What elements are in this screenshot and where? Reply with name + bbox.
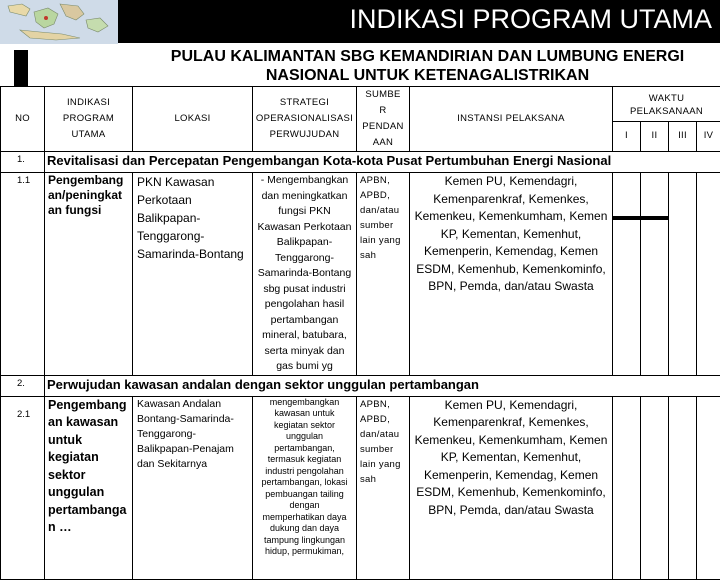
cell-line: memperhatikan daya	[253, 512, 356, 524]
row-number: 2.1	[1, 396, 45, 579]
cell-line: pengolahan hasil	[253, 297, 356, 313]
cell-line: Tenggarong-	[253, 251, 356, 267]
table-row	[1, 173, 720, 376]
col-header-strategi-line: PERWUJUDAN	[253, 127, 356, 143]
cell-line: pertambangan	[253, 313, 356, 329]
cell-line: Pengembang	[48, 173, 132, 188]
row-number: 1.1	[1, 173, 45, 376]
program-cell	[45, 396, 133, 579]
cell-line: kawasan untuk	[253, 408, 356, 420]
cell-line: untuk	[48, 432, 132, 450]
cell-line: sumber	[360, 442, 409, 457]
cell-line: gas bumi yg	[253, 359, 356, 375]
table-row	[1, 396, 720, 579]
cell-line: BPN, Pemda, dan/atau Swasta	[410, 278, 612, 296]
section-title: Revitalisasi dan Percepatan Pengembangan Kota-kota Pusat Pertumbuhan Energi Nasional	[45, 152, 720, 173]
cell-line: Samarinda-Bontang	[253, 266, 356, 282]
col-header-sumber	[357, 87, 410, 152]
col-header-period: II	[641, 121, 669, 151]
cell-line: sah	[360, 248, 409, 263]
col-header-sumber-line: AAN	[357, 135, 409, 151]
col-header-waktu: WAKTU PELAKSANAAN	[613, 87, 720, 122]
subtitle-line-1: PULAU KALIMANTAN SBG KEMANDIRIAN DAN LUMBUNG ENERGI	[140, 47, 715, 66]
cell-line: Kemen PU, Kemendagri,	[410, 173, 612, 191]
cell-line: serta minyak dan	[253, 344, 356, 360]
col-header-program	[45, 87, 133, 152]
cell-line: unggulan	[253, 431, 356, 443]
decorative-bar	[14, 50, 28, 86]
sumber-cell	[357, 396, 410, 579]
period-cell-ii	[641, 173, 669, 376]
section-number: 2.	[1, 375, 45, 396]
cell-line: dan/atau	[360, 427, 409, 442]
cell-line: pembuangan tailing	[253, 489, 356, 501]
col-header-sumber-line: R	[357, 103, 409, 119]
col-header-strategi	[253, 87, 357, 152]
cell-line: ESDM, Kemenhub, Kemenkominfo,	[410, 484, 612, 502]
instansi-cell	[410, 173, 613, 376]
col-header-period: III	[669, 121, 697, 151]
cell-line: Balikpapan-Penajam	[137, 442, 252, 457]
period-cell-iv	[697, 396, 720, 579]
cell-line: Kemenparenkraf, Kemenkes,	[410, 191, 612, 209]
col-header-period: I	[613, 121, 641, 151]
col-header-strategi-line: STRATEGI	[253, 95, 356, 111]
cell-line: an fungsi	[48, 203, 132, 218]
cell-line: Tenggarong-	[137, 227, 252, 245]
cell-line: an/peningkat	[48, 188, 132, 203]
cell-line: sah	[360, 472, 409, 487]
cell-line: n …	[48, 519, 132, 537]
cell-line: ESDM, Kemenhub, Kemenkominfo,	[410, 261, 612, 279]
sumber-cell	[357, 173, 410, 376]
cell-line: dan meningkatkan	[253, 189, 356, 205]
section-number: 1.	[1, 152, 45, 173]
cell-line: APBN,	[360, 173, 409, 188]
cell-line: pertambanga	[48, 502, 132, 520]
cell-line: Kemen PU, Kemendagri,	[410, 397, 612, 415]
instansi-cell	[410, 396, 613, 579]
period-cell-i	[613, 396, 641, 579]
col-header-instansi: INSTANSI PELAKSANA	[410, 87, 613, 152]
page-title: INDIKASI PROGRAM UTAMA	[349, 4, 712, 35]
timeline-marker	[641, 216, 668, 220]
cell-line: sbg pusat industri	[253, 282, 356, 298]
map-illustration	[0, 0, 118, 44]
cell-line: lain yang	[360, 233, 409, 248]
cell-line: lain yang	[360, 457, 409, 472]
cell-line: pertambangan,	[253, 443, 356, 455]
cell-line: tampung lingkungan	[253, 535, 356, 547]
cell-line: pertambangan, lokasi	[253, 477, 356, 489]
cell-line: Perkotaan	[137, 191, 252, 209]
cell-line: Pengembang	[48, 397, 132, 415]
cell-line: Kemenkeu, Kemenkumham, Kemen	[410, 432, 612, 450]
cell-line: APBN,	[360, 397, 409, 412]
col-header-program-line: INDIKASI	[45, 95, 132, 111]
cell-line: hidup, permukiman,	[253, 546, 356, 558]
period-cell-iii	[669, 396, 697, 579]
page-subtitle	[140, 47, 715, 83]
kalimantan-map-thumbnail	[0, 0, 118, 44]
cell-line: Balikpapan-	[253, 235, 356, 251]
cell-line: Tenggarong-	[137, 427, 252, 442]
cell-line: mengembangkan	[253, 397, 356, 409]
cell-line: KP, Kementan, Kemenhut,	[410, 449, 612, 467]
cell-line: Kemenperin, Kemendag, Kemen	[410, 243, 612, 261]
cell-line: Kawasan Perkotaan	[253, 220, 356, 236]
section-row	[1, 375, 720, 396]
cell-line: Balikpapan-	[137, 209, 252, 227]
col-header-program-line: UTAMA	[45, 127, 132, 143]
cell-line: Kemenparenkraf, Kemenkes,	[410, 414, 612, 432]
cell-line: BPN, Pemda, dan/atau Swasta	[410, 502, 612, 520]
timeline-marker	[613, 216, 640, 220]
col-header-sumber-line: SUMBE	[357, 87, 409, 103]
cell-line: Kawasan Andalan	[137, 397, 252, 412]
cell-line: - Mengembangkan	[253, 173, 356, 189]
cell-line: Kemenperin, Kemendag, Kemen	[410, 467, 612, 485]
cell-line: industri pengolahan	[253, 466, 356, 478]
cell-line: kegiatan sektor	[253, 420, 356, 432]
cell-line: KP, Kementan, Kemenhut,	[410, 226, 612, 244]
cell-line: mineral, batubara,	[253, 328, 356, 344]
cell-line: dan Sekitarnya	[137, 457, 252, 472]
lokasi-cell	[133, 396, 253, 579]
col-header-period: IV	[697, 121, 720, 151]
cell-line: dukung dan daya	[253, 523, 356, 535]
cell-line: dengan	[253, 500, 356, 512]
col-header-program-line: PROGRAM	[45, 111, 132, 127]
section-row	[1, 152, 720, 173]
col-header-sumber-line: PENDAN	[357, 119, 409, 135]
program-cell	[45, 173, 133, 376]
cell-line: PKN Kawasan	[137, 173, 252, 191]
period-cell-i	[613, 173, 641, 376]
cell-line: Kemenkeu, Kemenkumham, Kemen	[410, 208, 612, 226]
cell-line: sektor	[48, 467, 132, 485]
strategi-cell	[253, 396, 357, 579]
cell-line: Bontang-Samarinda-	[137, 412, 252, 427]
cell-line: kegiatan	[48, 449, 132, 467]
cell-line: an kawasan	[48, 414, 132, 432]
period-cell-iv	[697, 173, 720, 376]
cell-line: fungsi PKN	[253, 204, 356, 220]
cell-line: sumber	[360, 218, 409, 233]
cell-line: APBD,	[360, 188, 409, 203]
lokasi-cell	[133, 173, 253, 376]
col-header-no: NO	[1, 87, 45, 152]
col-header-strategi-line: OPERASIONALISASI	[253, 111, 356, 127]
cell-line: APBD,	[360, 412, 409, 427]
section-title: Perwujudan kawasan andalan dengan sektor unggulan pertambangan	[45, 375, 720, 396]
subtitle-line-2: NASIONAL UNTUK KETENAGALISTRIKAN	[140, 66, 715, 83]
program-table	[0, 86, 720, 580]
period-cell-ii	[641, 396, 669, 579]
period-cell-iii	[669, 173, 697, 376]
strategi-cell	[253, 173, 357, 376]
cell-line: termasuk kegiatan	[253, 454, 356, 466]
col-header-lokasi: LOKASI	[133, 87, 253, 152]
page-header	[0, 0, 720, 86]
cell-line: dan/atau	[360, 203, 409, 218]
cell-line: unggulan	[48, 484, 132, 502]
cell-line: Samarinda-Bontang	[137, 245, 252, 263]
